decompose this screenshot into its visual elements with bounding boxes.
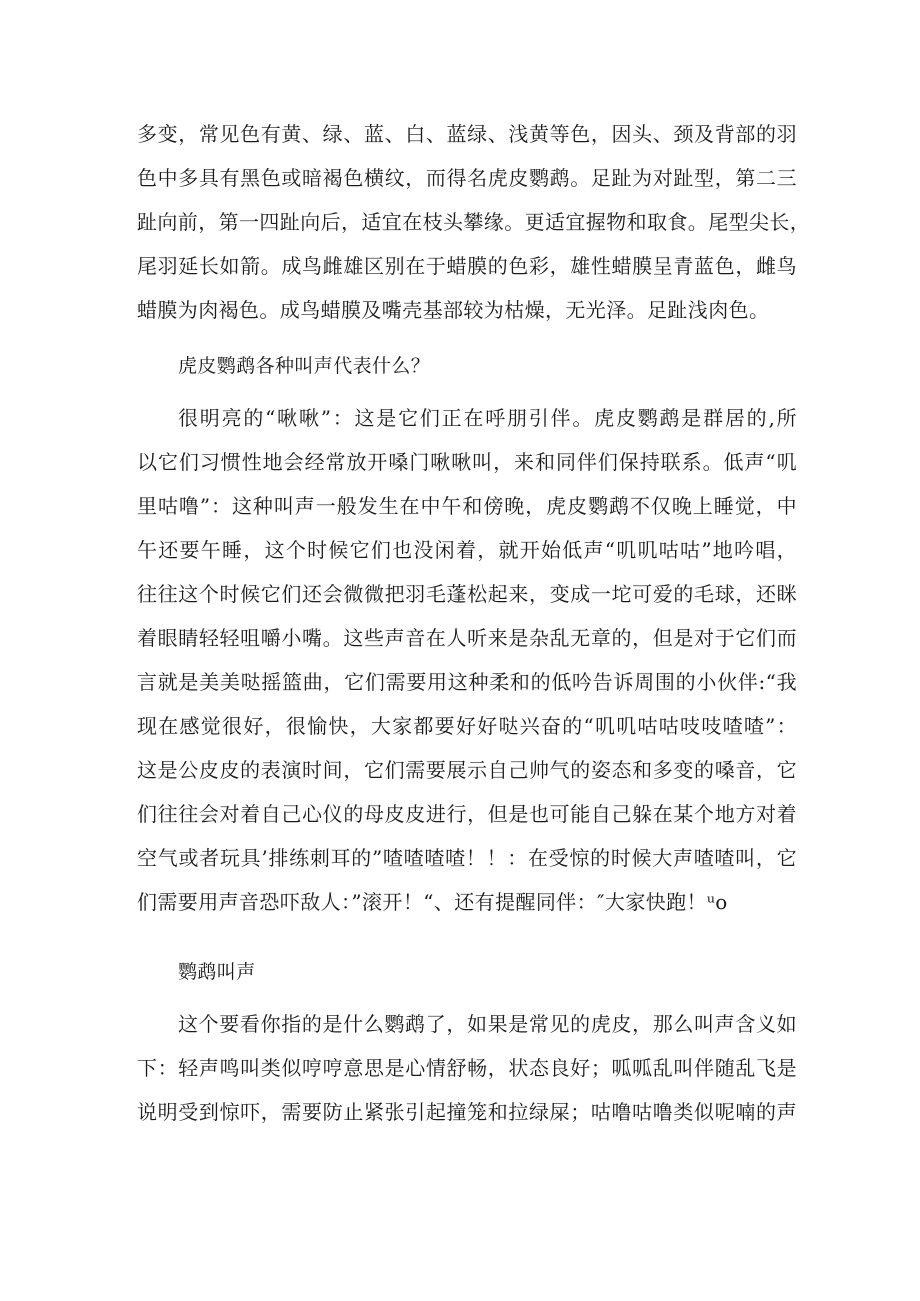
paragraph-call-types <box>137 396 797 924</box>
text-line: 言就是美美哒摇篮曲，它们需要用这种柔和的低吟告诉周围的小伙伴:“我 <box>137 670 797 694</box>
text-line: 趾向前，第一四趾向后，适宜在枝头攀缘。更适宜握物和取食。尾型尖长， <box>137 210 811 234</box>
text-line: 下：轻声鸣叫类似哼哼意思是心情舒畅，状态良好；呱呱乱叫伴随乱飞是 <box>137 1056 797 1080</box>
text-line: 们往往会对着自己心仪的母皮皮进行，但是也可能自己躲在某个地方对着 <box>137 802 797 826</box>
text-line: 这是公皮皮的表演时间，它们需要展示自己帅气的姿态和多变的嗓音，它 <box>137 758 797 782</box>
text-line: 尾羽延长如箭。成鸟雌雄区别在于蜡膜的色彩，雄性蜡膜呈青蓝色，雌鸟 <box>137 254 797 278</box>
text-line: 色中多具有黑色或暗褐色横纹，而得名虎皮鹦鹉。足趾为对趾型，第二三 <box>137 166 797 190</box>
paragraph-plumage <box>137 112 811 332</box>
paragraph-call-meanings <box>137 1002 797 1134</box>
text-line: 现在感觉很好，很愉快，大家都要好好哒兴奋的“叽叽咕咕吱吱喳喳”： <box>137 714 797 738</box>
text-line: 着眼睛轻轻咀嚼小嘴。这些声音在人听来是杂乱无章的，但是对于它们而 <box>137 626 797 650</box>
text-line: 往往这个时候它们还会微微把羽毛蓬松起来，变成一坨可爱的毛球，还眯 <box>137 582 797 606</box>
section-heading-parrot-calls: 鹦鹉叫声 <box>178 961 256 983</box>
document-body <box>137 112 811 1134</box>
text-line: 多变，常见色有黄、绿、蓝、白、蓝绿、浅黄等色，因头、颈及背部的羽 <box>137 122 797 146</box>
text-line: 说明受到惊吓，需要防止紧张引起撞笼和拉绿屎；咕噜咕噜类似呢喃的声 <box>137 1100 797 1124</box>
text-line: 蜡膜为肉褐色。成鸟蜡膜及嘴壳基部较为枯燥，无光泽。足趾浅肉色。 <box>137 298 770 322</box>
text-line: 们需要用声音恐吓敌人：”滚开！“、还有提醒同伴：″大家快跑！ᵘo <box>137 890 728 914</box>
text-line: 很明亮的“啾啾”：这是它们正在呼朋引伴。虎皮鹦鹉是群居的,所 <box>178 406 797 430</box>
text-line: 空气或者玩具’排练刺耳的”喳喳喳喳！！：在受惊的时候大声喳喳叫，它 <box>137 846 797 870</box>
section-heading-calls-meaning: 虎皮鹦鹉各种叫声代表什么？ <box>178 355 431 377</box>
text-line: 以它们习惯性地会经常放开嗓门啾啾叫，来和同伴们保持联系。低声“叽 <box>137 450 797 474</box>
text-line: 里咕噜”：这种叫声一般发生在中午和傍晚，虎皮鹦鹉不仅晚上睡觉，中 <box>137 494 797 518</box>
text-line: 午还要午睡，这个时候它们也没闲着，就开始低声“叽叽咕咕”地吟唱， <box>137 538 797 562</box>
text-line: 这个要看你指的是什么鹦鹉了，如果是常见的虎皮，那么叫声含义如 <box>178 1012 797 1036</box>
